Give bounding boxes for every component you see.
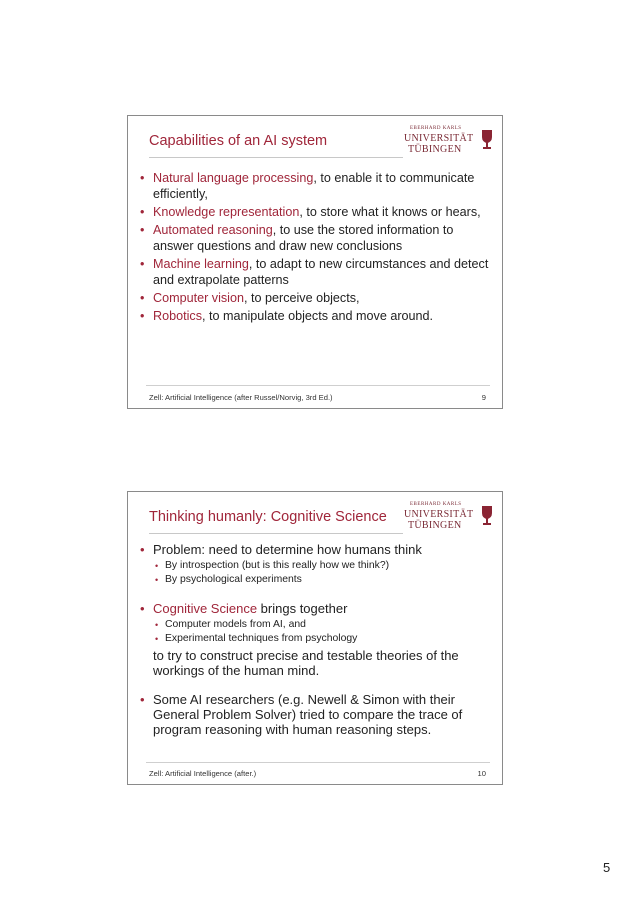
slide-title: Capabilities of an AI system bbox=[149, 133, 328, 149]
title-divider bbox=[149, 533, 403, 534]
title-divider bbox=[149, 157, 403, 158]
sub-list-item: • Experimental techniques from psychology bbox=[153, 632, 492, 646]
university-logo bbox=[404, 124, 494, 158]
logo-top-text: EBERHARD KARLS bbox=[410, 126, 462, 131]
university-crest-icon bbox=[480, 504, 494, 526]
sub-list-item: • Computer models from AI, and bbox=[153, 618, 492, 632]
slide-footer bbox=[149, 393, 486, 402]
slide-number: 10 bbox=[477, 769, 486, 778]
highlight-term: Machine learning bbox=[153, 257, 249, 271]
highlight-term: Cognitive Science bbox=[153, 601, 258, 616]
page-number: 5 bbox=[603, 860, 611, 875]
logo-line1: UNIVERSITÄT bbox=[404, 133, 474, 144]
list-item bbox=[140, 601, 492, 678]
bullet-text: , to store what it knows or hears, bbox=[299, 205, 481, 219]
highlight-term: Automated reasoning bbox=[153, 223, 273, 237]
bullet-text: , to adapt to new circumstances and detect and extrapolate patterns bbox=[153, 257, 489, 287]
bullet-list bbox=[140, 542, 492, 739]
sub-list bbox=[153, 618, 492, 646]
logo-line2: TÜBINGEN bbox=[408, 520, 462, 531]
list-item bbox=[140, 308, 492, 324]
highlight-term: Knowledge representation bbox=[153, 205, 300, 219]
sub-list bbox=[153, 559, 492, 587]
footer-text: Zell: Artificial Intelligence (after Russel/Norvig, 3rd Ed.) bbox=[149, 393, 333, 402]
list-item bbox=[140, 170, 492, 202]
list-item bbox=[140, 222, 492, 254]
sub-list-item: • By psychological experiments bbox=[153, 573, 492, 587]
spacer bbox=[140, 589, 492, 599]
slide-number: 9 bbox=[481, 393, 486, 402]
slide-title: Thinking humanly: Cognitive Science bbox=[149, 509, 387, 525]
list-item bbox=[140, 256, 492, 288]
footer-text: Zell: Artificial Intelligence (after.) bbox=[149, 769, 257, 778]
slide-footer bbox=[149, 769, 486, 778]
logo-line2: TÜBINGEN bbox=[408, 144, 462, 155]
footer-divider bbox=[146, 385, 490, 386]
list-item bbox=[140, 290, 492, 306]
bullet-text: Problem: need to determine how humans think bbox=[153, 542, 422, 557]
logo-top-text: EBERHARD KARLS bbox=[410, 502, 462, 507]
list-item bbox=[140, 542, 492, 587]
bullet-text: brings together bbox=[257, 601, 348, 616]
highlight-term: Natural language processing bbox=[153, 171, 314, 185]
spacer bbox=[140, 680, 492, 690]
bullet-text: , to enable it to communicate efficiently, bbox=[153, 171, 475, 201]
slide-thinking-humanly bbox=[127, 491, 503, 785]
bullet-list bbox=[140, 170, 492, 326]
bullet-text: , to perceive objects, bbox=[244, 291, 360, 305]
list-item bbox=[140, 204, 492, 220]
sub-list-item: • By introspection (but is this really how we think?) bbox=[153, 559, 492, 573]
bullet-text: , to manipulate objects and move around. bbox=[202, 309, 434, 323]
footer-divider bbox=[146, 762, 490, 763]
bullet-text: , to use the stored information to answer questions and draw new conclusions bbox=[153, 223, 454, 253]
list-item bbox=[140, 692, 492, 737]
university-logo bbox=[404, 500, 494, 534]
bullet-text: Some AI researchers (e.g. Newell & Simon with their General Problem Solver) tried to compare the trace of program reasoning with human reasoning steps. bbox=[153, 692, 463, 737]
highlight-term: Computer vision bbox=[153, 291, 244, 305]
highlight-term: Robotics bbox=[153, 309, 202, 323]
continuation-text: to try to construct precise and testable theories of the workings of the human mind. bbox=[153, 648, 459, 678]
logo-line1: UNIVERSITÄT bbox=[404, 509, 474, 520]
university-crest-icon bbox=[480, 128, 494, 150]
slide-capabilities bbox=[127, 115, 503, 409]
